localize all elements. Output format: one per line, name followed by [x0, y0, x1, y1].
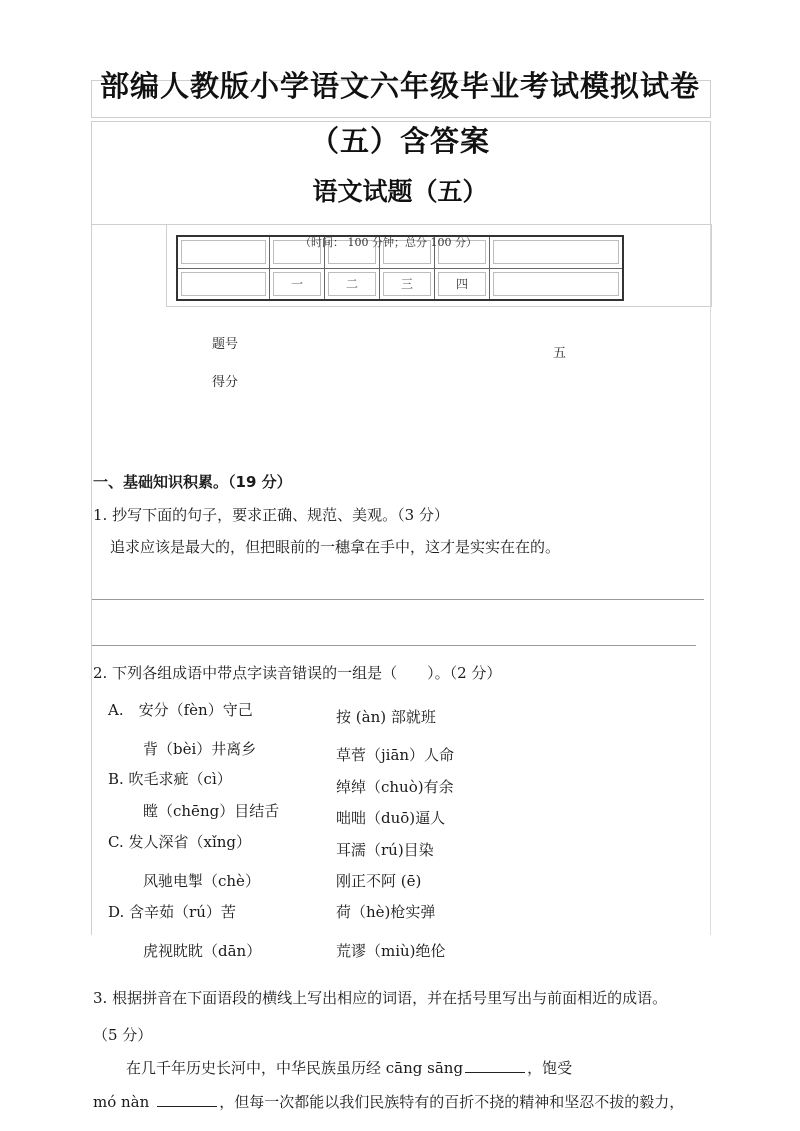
q1-sentence: 追求应该是最大的，但把眼前的一穗拿在手中，这才是实实在在的。	[110, 538, 561, 556]
q3-score: （5 分）	[93, 1026, 153, 1044]
score-col-five: 五	[553, 346, 567, 361]
q2-left-option: A. 安分（fèn）守己	[108, 701, 253, 719]
score-col-4: 四	[438, 272, 486, 296]
q2-left-option: 瞠（chēng）目结舌	[143, 802, 280, 820]
q2-right-option: 按 (àn) 部就班	[336, 708, 436, 726]
q2-left-option: C. 发人深省（xǐng）	[108, 833, 251, 851]
q2-left-option: 虎视眈眈（dān）	[143, 942, 262, 960]
q1-writing-line-2[interactable]	[92, 645, 696, 646]
q2-right-option: 咄咄（duō)逼人	[336, 809, 446, 827]
q3-blank-2[interactable]	[157, 1092, 217, 1107]
score-col-3: 三	[383, 272, 431, 296]
score-col-1: 一	[273, 272, 321, 296]
q3-line1-pre: 在几千年历史长河中，中华民族虽历经 cāng sāng	[126, 1059, 464, 1077]
q2-left-option: D. 含辛茹（rú）苦	[108, 903, 236, 921]
q3-line1-post: ，饱受	[527, 1059, 573, 1077]
q3-prompt: 3. 根据拼音在下面语段的横线上写出相应的词语，并在括号里写出与前面相近的成语。	[93, 989, 668, 1007]
q1-writing-line-1[interactable]	[92, 599, 704, 600]
q3-line2	[93, 1091, 684, 1112]
q2-right-option: 荷（hè)枪实弹	[336, 903, 436, 921]
q2-right-option: 刚正不阿 (ē)	[336, 872, 422, 890]
q2-left-option: 风驰电掣（chè）	[143, 872, 260, 890]
score-col-2: 二	[328, 272, 376, 296]
page-title-line1: 部编人教版小学语文六年级毕业考试模拟试卷	[99, 69, 700, 103]
q3-blank-1[interactable]	[465, 1058, 525, 1073]
time-note: （时间： 100 分钟；总分 100 分）	[300, 236, 477, 249]
row-label-score: 得分	[212, 375, 239, 390]
q2-left-option: B. 吹毛求疵（cì）	[108, 770, 232, 788]
q2-right-option: 耳濡（rú)目染	[336, 841, 434, 859]
page-title-line2: （五）含答案	[309, 124, 490, 158]
q2-right-option: 荒谬（miù)绝伦	[336, 942, 446, 960]
q1-prompt: 1. 抄写下面的句子，要求正确、规范、美观。（3 分）	[93, 506, 449, 524]
row-label-number: 题号	[212, 337, 239, 352]
body-frame	[91, 225, 711, 935]
q2-prompt: 2. 下列各组成语中带点字读音错误的一组是（ ）。（2 分）	[93, 664, 502, 682]
q3-line1	[126, 1057, 572, 1078]
q2-right-option: 绰绰（chuò)有余	[336, 778, 454, 796]
page-subtitle: 语文试题（五）	[312, 177, 488, 206]
q2-right-option: 草菅（jiān）人命	[336, 746, 455, 764]
q2-left-option: 背（bèi）井离乡	[143, 740, 257, 758]
q3-line2-post: ，但每一次都能以我们民族特有的百折不挠的精神和坚忍不拔的毅力，	[219, 1093, 685, 1111]
q3-line2-pre: mó nàn	[93, 1093, 150, 1111]
section1-heading: 一、基础知识积累。（19 分）	[93, 473, 292, 491]
